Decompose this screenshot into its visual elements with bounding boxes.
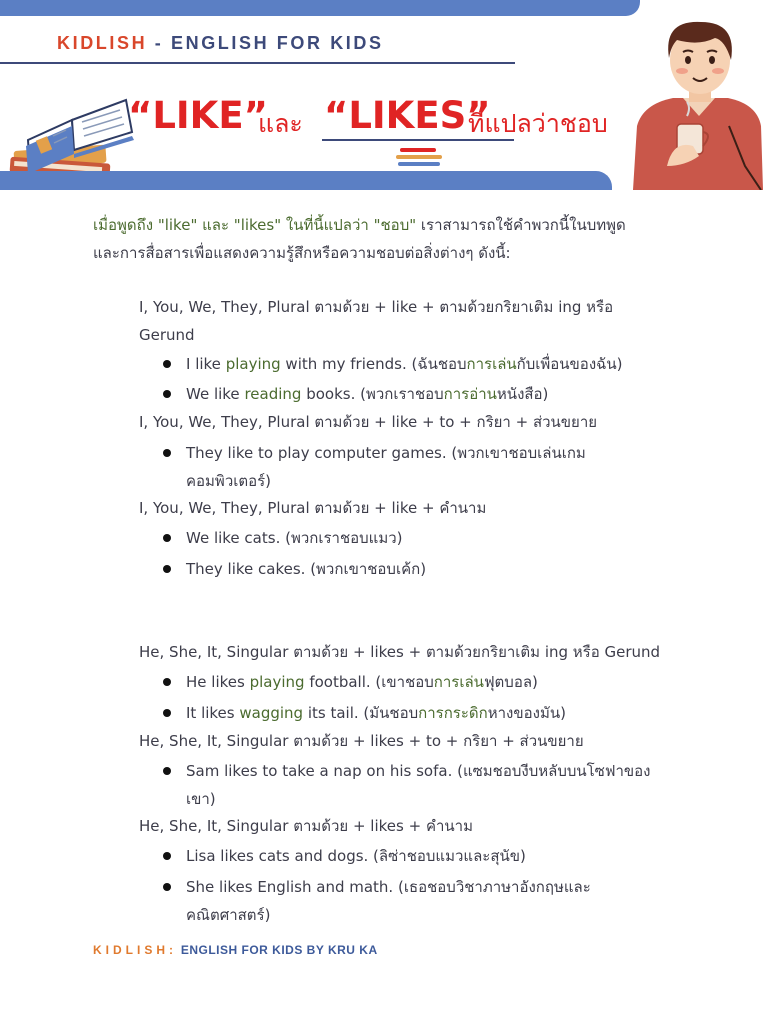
- footer-credit: ENGLISH FOR KIDS BY KRU KA: [177, 943, 378, 957]
- example-text: เขา): [186, 790, 216, 808]
- example-text: We like: [186, 385, 245, 403]
- example-highlight: playing: [249, 673, 305, 691]
- example-text: คณิตศาสตร์): [186, 906, 271, 924]
- example-text: They like to play computer games. (พวกเขาชอบเล่นเกม: [186, 444, 586, 462]
- example-highlight: playing: [225, 355, 281, 373]
- example-highlight: wagging: [239, 704, 304, 722]
- example-text: คอมพิวเตอร์): [186, 472, 272, 490]
- example-highlight: การเล่น: [433, 673, 484, 691]
- bullet-dot: [163, 534, 171, 542]
- example-text: หางของมัน): [487, 704, 566, 722]
- bullet-dot: [163, 852, 171, 860]
- plural-rule-1-line2: Gerund: [139, 326, 195, 344]
- bullet-dot: [163, 767, 171, 775]
- example-text: I like: [186, 355, 226, 373]
- brand-kidlish: KIDLISH: [57, 33, 148, 53]
- example-text: It likes: [186, 704, 240, 722]
- page-header: [0, 0, 768, 190]
- bottom-accent-bar: [0, 171, 612, 190]
- title-underline: [322, 139, 514, 141]
- example-text: He likes: [186, 673, 250, 691]
- plural-rule-1-line1: I, You, We, They, Plural ตามด้วย + like + ตามด้วยกริยาเติม ing หรือ: [139, 298, 614, 316]
- bullet-dot: [163, 678, 171, 686]
- singular-rule-3: He, She, It, Singular ตามด้วย + likes + คำนาม: [139, 817, 473, 835]
- plural-rule-3: I, You, We, They, Plural ตามด้วย + like + คำนาม: [139, 499, 487, 517]
- bullet-dot: [163, 565, 171, 573]
- bullet-dot: [163, 709, 171, 717]
- example-highlight: การเล่น: [466, 355, 517, 373]
- example-text: We like cats. (พวกเราชอบแมว): [186, 529, 403, 547]
- intro-rest: เราสามารถใช้คำพวกนี้ในบทพูด: [416, 216, 626, 234]
- example-text: football. (เขาชอบ: [304, 673, 434, 691]
- example-text: She likes English and math. (เธอชอบวิชาภาษาอังกฤษและ: [186, 878, 591, 896]
- example-text: books. (พวกเราชอบ: [301, 385, 444, 403]
- plural-rule-1: [139, 293, 699, 349]
- brand-subtitle: - ENGLISH FOR KIDS: [147, 33, 384, 53]
- books-illustration: [8, 90, 138, 182]
- singular-rule-2: He, She, It, Singular ตามด้วย + likes + to + กริยา + ส่วนขยาย: [139, 732, 584, 750]
- bullet-dot: [163, 360, 171, 368]
- example-text: They like cakes. (พวกเขาชอบเค้ก): [186, 560, 427, 578]
- example-text: Lisa likes cats and dogs. (ลิซ่าชอบแมวและสุนัข): [186, 847, 526, 865]
- example-text: กับเพื่อนของฉัน): [516, 355, 623, 373]
- top-accent-bar: [0, 0, 640, 16]
- teacher-illustration: [633, 16, 768, 190]
- example-text: Sam likes to take a nap on his sofa. (แซมชอบงีบหลับบนโซฟาของ: [186, 762, 651, 780]
- footer-kidlish: KIDLISH:: [93, 943, 177, 957]
- example-highlight: การอ่าน: [443, 385, 497, 403]
- intro-paragraph: [93, 211, 693, 267]
- example-text: with my friends. (ฉันชอบ: [280, 355, 467, 373]
- intro-lead: เมื่อพูดถึง "like" และ "likes" ในที่นี้แปลว่า "ชอบ": [93, 216, 417, 234]
- title-and: และ: [258, 109, 303, 138]
- page-footer: [93, 943, 378, 957]
- bullet-dot: [163, 883, 171, 891]
- plural-rule-2: I, You, We, They, Plural ตามด้วย + like + to + กริยา + ส่วนขยาย: [139, 413, 598, 431]
- stripes-decoration: [396, 146, 444, 170]
- example-text: its tail. (มันชอบ: [303, 704, 419, 722]
- example-text: ฟุตบอล): [483, 673, 538, 691]
- example-text: หนังสือ): [496, 385, 549, 403]
- title-like: “LIKE”: [128, 94, 268, 137]
- example-highlight: การกระดิก: [418, 704, 488, 722]
- singular-rule-1: He, She, It, Singular ตามด้วย + likes + ตามด้วยกริยาเติม ing หรือ Gerund: [139, 643, 661, 661]
- title-likes: “LIKES”: [324, 94, 491, 137]
- intro-line2: และการสื่อสารเพื่อแสดงความรู้สึกหรือความชอบต่อสิ่งต่างๆ ดังนี้:: [93, 244, 511, 262]
- brand-divider: [0, 62, 515, 64]
- bullet-dot: [163, 390, 171, 398]
- example-highlight: reading: [244, 385, 302, 403]
- title-meaning: ที่แปลว่าชอบ: [468, 109, 608, 138]
- bullet-dot: [163, 449, 171, 457]
- brand-title: [57, 33, 384, 54]
